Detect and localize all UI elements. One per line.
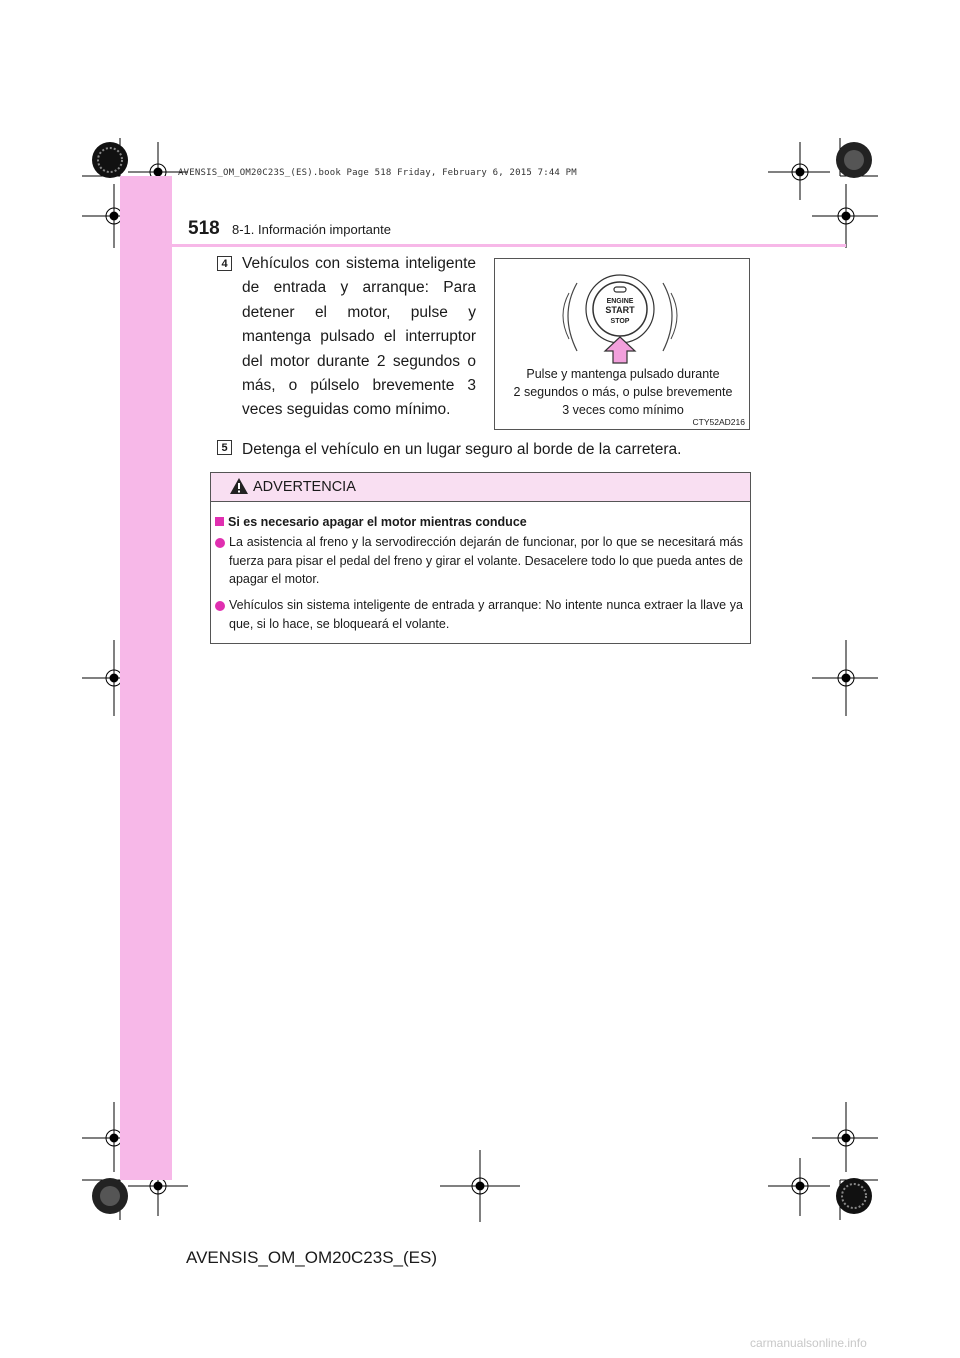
- figure-code: CTY52AD216: [692, 417, 745, 427]
- button-label-engine: ENGINE: [606, 298, 634, 305]
- book-info: AVENSIS_OM_OM20C23S_(ES).book Page 518 Friday, February 6, 2015 7:44 PM: [178, 168, 577, 178]
- watermark: carmanualsonline.info: [750, 1336, 867, 1350]
- step-number-5: 5: [217, 440, 232, 455]
- header-rule: [120, 244, 846, 247]
- warning-bullet-2: Vehículos sin sistema inteligente de entrada y arranque: No intente nunca extraer la llave ya que, si lo hace, se bloqueará el volante.: [229, 598, 743, 631]
- engine-start-button-icon: [555, 265, 685, 365]
- engine-button-figure: [494, 258, 750, 430]
- step-4-text: Vehículos con sistema inteligente de entrada y arranque: Para detener el motor, pulse y mantenga pulsado el interruptor del motor durante 2 segundos o más, o púlselo brevemente 3 veces seguidas como mínimo.: [242, 255, 476, 419]
- warning-bullet-1: La asistencia al freno y la servodirección dejarán de funcionar, por lo que se necesitará más fuerza para pisar el pedal del freno y girar el volante. Desacelere todo lo que pueda antes de apagar el motor.: [229, 535, 743, 586]
- caption-line-2: 2 segundos o más, o pulse brevemente: [513, 385, 733, 399]
- footer-code: AVENSIS_OM_OM20C23S_(ES): [186, 1248, 437, 1267]
- warning-title: ADVERTENCIA: [253, 479, 356, 495]
- warning-heading-text: Si es necesario apagar el motor mientras conduce: [228, 515, 527, 529]
- warning-box: [210, 472, 751, 644]
- bullet-dot-icon: [215, 538, 225, 548]
- step-5-text: Detenga el vehículo en un lugar seguro al borde de la carretera.: [242, 441, 682, 458]
- warning-header: [211, 473, 750, 502]
- warning-heading: [215, 515, 527, 529]
- button-label-start: START: [605, 305, 635, 315]
- page-number: 518: [188, 218, 220, 239]
- warning-triangle-icon: [229, 477, 249, 495]
- caption-line-3: 3 veces como mínimo: [562, 403, 684, 417]
- square-bullet-icon: [215, 517, 224, 526]
- side-tab-band: [120, 176, 172, 1180]
- step-number-4: 4: [217, 256, 232, 271]
- figure-caption: [499, 365, 747, 419]
- button-label-stop: STOP: [610, 318, 630, 325]
- caption-line-1: Pulse y mantenga pulsado durante: [526, 367, 720, 381]
- section-title: 8-1. Información importante: [232, 222, 391, 237]
- bullet-dot-icon: [215, 601, 225, 611]
